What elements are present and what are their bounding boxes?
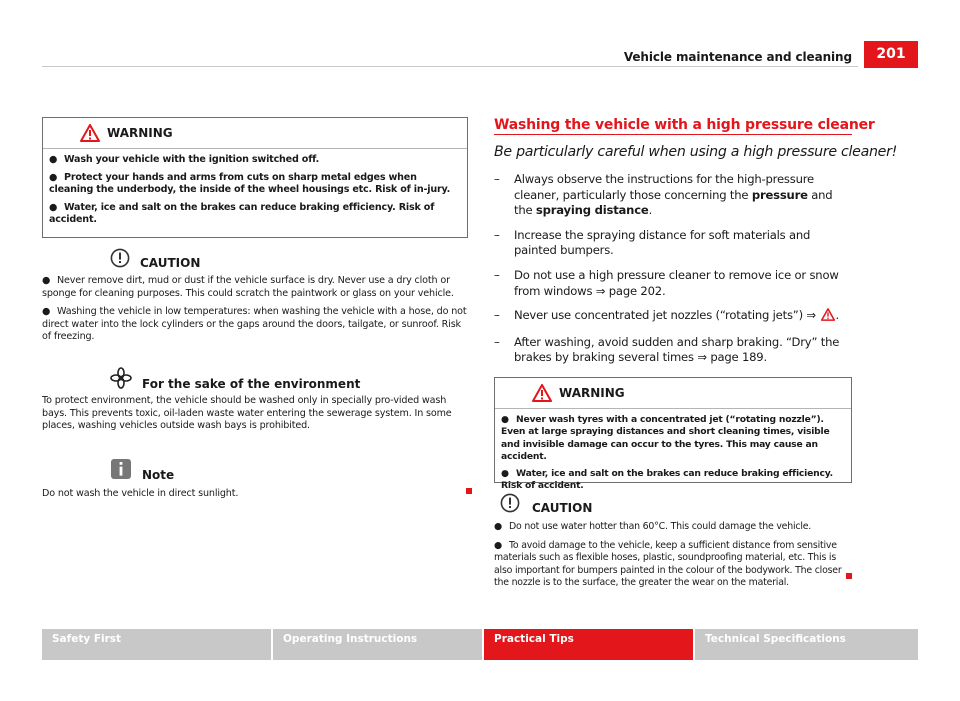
step-item: – Always observe the instructions for the high-pressure cleaner, particularly those concerning the pressure and the spraying distance. <box>494 172 833 218</box>
warning-triangle-icon <box>532 384 552 405</box>
section-subtitle: Be particularly careful when using a high pressure cleaner! <box>494 144 898 160</box>
environment-body <box>42 395 468 433</box>
section-title: Washing the vehicle with a high pressure cleaner <box>494 117 875 133</box>
note-header <box>42 461 468 483</box>
caution-label: CAUTION <box>532 501 593 515</box>
footer-chapter-nav <box>42 629 918 660</box>
tab-operating-instructions[interactable]: Operating Instructions <box>273 629 482 660</box>
caution-exclamation-icon <box>500 493 520 516</box>
warning-box-left <box>42 117 468 238</box>
caution-item: ● Washing the vehicle in low temperatures: when washing the vehicle with a hose, do not direct water into the lock cylinders or the gaps around the doors, tailgate, or sunroof. Risk of freezing. <box>42 306 467 343</box>
warning-item: ● Wash your vehicle with the ignition switched off. <box>49 154 320 165</box>
caution-body <box>42 275 468 344</box>
environment-section <box>42 370 468 439</box>
tab-safety-first[interactable]: Safety First <box>42 629 271 660</box>
caution-item: ● Do not use water hotter than 60°C. This could damage the vehicle. <box>494 521 812 532</box>
warning-item: ● Water, ice and salt on the brakes can reduce braking efficiency. Risk of accident. <box>501 468 833 492</box>
warning-item: ● Never wash tyres with a concentrated jet (“rotating nozzle”). Even at large spraying distances and short cleaning times, visible and invisible damage can occur to the tyres. This may cause an accident. <box>501 414 830 462</box>
warning-item: ● Protect your hands and arms from cuts on sharp metal edges when cleaning the underbody, the inside of the wheel housings etc. Risk of in-jury. <box>49 171 451 196</box>
caution-header <box>494 494 854 516</box>
warning-reference-icon[interactable] <box>821 308 835 326</box>
caution-item: ● Never remove dirt, mud or dust if the vehicle surface is dry. Never use a dry cloth or sponge for cleaning purposes. This could scratch the paintwork or glass on your vehicle. <box>42 275 454 299</box>
caution-body <box>494 521 854 590</box>
page-reference-202[interactable]: Do not use a high pressure cleaner to remove ice or snow from windows ⇒ page 202. <box>514 267 839 298</box>
note-body <box>42 488 468 501</box>
note-text: Do not wash the vehicle in direct sunlight. <box>42 488 239 499</box>
warning-triangle-icon <box>80 124 100 145</box>
header-rule <box>42 66 858 67</box>
warning-body <box>43 149 467 236</box>
warning-label: WARNING <box>107 126 173 140</box>
section-title-rule <box>494 134 852 135</box>
environment-label: For the sake of the environment <box>142 377 361 391</box>
instruction-steps <box>494 172 854 375</box>
environment-header <box>42 370 468 392</box>
caution-header <box>42 249 468 271</box>
warning-header <box>43 118 467 149</box>
page-reference-189[interactable]: After washing, avoid sudden and sharp braking. “Dry” the brakes by braking several times ⇒ page 189. <box>514 334 840 365</box>
info-icon <box>110 458 132 483</box>
warning-label: WARNING <box>559 386 625 400</box>
caution-section-right <box>494 494 854 596</box>
warning-header <box>495 378 851 409</box>
environment-text: To protect environment, the vehicle should be washed only in specially pro-vided wash bays. This prevents toxic, oil-laden waste water entering the sewerage system. In some places, washing vehicles outside wash bays is prohibited. <box>42 395 452 432</box>
tab-practical-tips[interactable]: Practical Tips <box>484 629 693 660</box>
caution-exclamation-icon <box>110 248 130 271</box>
note-section <box>42 461 468 507</box>
caution-label: CAUTION <box>140 256 201 270</box>
end-of-section-marker <box>846 573 852 579</box>
warning-item: ● Water, ice and salt on the brakes can reduce braking efficiency. Risk of accident. <box>49 201 435 226</box>
warning-body <box>495 409 851 502</box>
caution-item: ● To avoid damage to the vehicle, keep a sufficient distance from sensitive materials such as flexible hoses, plastic, soundproofing material, etc. This is also important for bumpers painted in the colour of the bodywork. The closer the nozzle is to the surface, the greater the wear on the material. <box>494 539 842 589</box>
tab-technical-specifications[interactable]: Technical Specifications <box>695 629 918 660</box>
step-item: – After washing, avoid sudden and sharp braking. “Dry” the brakes by braking several times ⇒ page 189. <box>494 334 840 365</box>
running-header: Vehicle maintenance and cleaning <box>623 50 852 64</box>
flower-icon <box>110 367 132 392</box>
page-number: 201 <box>864 41 918 68</box>
caution-section-left <box>42 249 468 350</box>
end-of-section-marker <box>466 488 472 494</box>
step-item: – Increase the spraying distance for soft materials and painted bumpers. <box>494 227 811 258</box>
note-label: Note <box>142 468 175 482</box>
step-item: – Do not use a high pressure cleaner to remove ice or snow from windows ⇒ page 202. <box>494 267 839 298</box>
warning-box-right <box>494 377 852 492</box>
step-item: – Never use concentrated jet nozzles (“rotating jets”) ⇒ . <box>494 308 854 326</box>
